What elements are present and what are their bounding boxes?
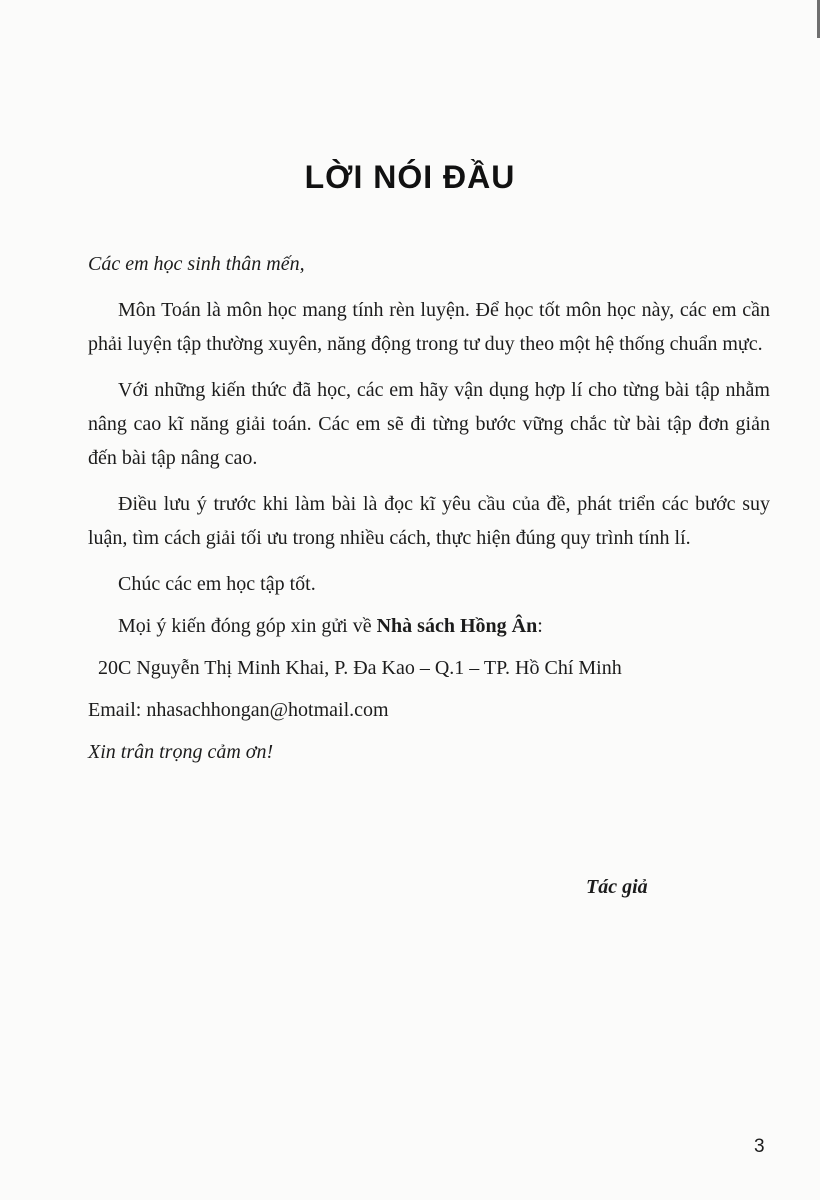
author-signature: Tác giả [586,876,648,898]
page-number: 3 [754,1136,765,1157]
paragraph-3: Điều lưu ý trước khi làm bài là đọc kĩ yêu cầu của đề, phát triển các bước suy luận, tìm cách giải tối ưu trong nhiều cách, thực hiện đúng quy trình tính lí. [88,493,770,549]
email-line: Email: nhasachhongan@hotmail.com [88,699,389,721]
address-line: 20C Nguyễn Thị Minh Khai, P. Đa Kao – Q.1 – TP. Hồ Chí Minh [98,657,622,679]
paragraph-2: Với những kiến thức đã học, các em hãy vận dụng hợp lí cho từng bài tập nhằm nâng cao kĩ năng giải toán. Các em sẽ đi từng bước vững chắc từ bài tập đơn giản đến bài tập nâng cao. [88,379,770,469]
paragraph-1: Môn Toán là môn học mang tính rèn luyện. Để học tốt môn học này, các em cần phải luyện tập thường xuyên, năng động trong tư duy theo một hệ thống chuẩn mực. [88,299,770,355]
contact-colon: : [537,615,543,637]
contact-intro: Mọi ý kiến đóng góp xin gửi về [118,615,377,637]
contact-line [88,609,770,643]
page-title: LỜI NÓI ĐẦU [304,159,516,196]
greeting: Các em học sinh thân mến, [88,253,305,275]
preface-body [88,247,770,769]
publisher-name: Nhà sách Hồng Ân [376,615,538,637]
thanks-line: Xin trân trọng cảm ơn! [88,741,274,763]
wish-line: Chúc các em học tập tốt. [118,573,316,595]
